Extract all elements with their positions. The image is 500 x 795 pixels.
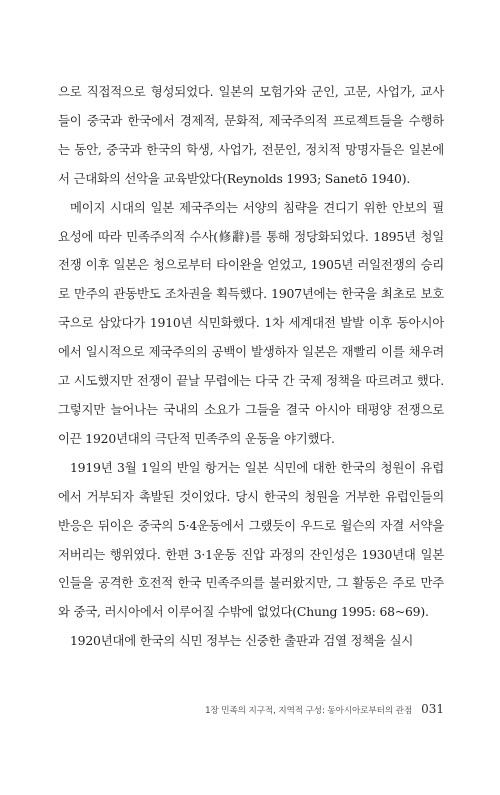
running-head: 1장 민족의 지구적, 지역적 구성: 동아시아로부터의 관점 bbox=[205, 706, 413, 716]
paragraph-2: 메이지 시대의 일본 제국주의는 서양의 침략을 견디기 위한 안보의 필요성에 따라 민족주의적 수사(修辭)를 통해 정당화되었다. 1895년 청일전쟁 이후 일본은 청으로부터 타이완을 얻었고, 1905년 러일전쟁의 승리로 만주의 관동반도 조차권을 획득했다. 1907년에는 한국을 최초로 보호국으로 삼았다가 1910년 식민화했다. 1차 세계대전 발발 이후 동아시아에서 일시적으로 제국주의의 공백이 발생하자 일본은 재빨리 이를 채우려고 시도했지만 전쟁이 끝날 무렵에는 다국 간 국제 정책을 따르려고 했다. 그렇지만 늘어나는 국내의 소요가 그들을 결국 아시아 태평양 전쟁으로 이끈 1920년대의 극단적 민족주의 운동을 야기했다. bbox=[58, 199, 444, 446]
page-number: 031 bbox=[421, 702, 444, 716]
page-body bbox=[58, 78, 444, 656]
paragraph-1: 으로 직접적으로 형성되었다. 일본의 모험가와 군인, 고문, 사업가, 교사들이 중국과 한국에서 경제적, 문화적, 제국주의적 프로젝트들을 수행하는 동안, 중국과 한국의 학생, 사업가, 전문인, 정치적 망명자들은 일본에서 근대화의 선악을 교육받았다(Reynolds 1993; Sanetō 1940). bbox=[58, 84, 444, 186]
paragraph-4: 1920년대에 한국의 식민 정부는 신중한 출판과 검열 정책을 실시 bbox=[70, 633, 414, 649]
page-footer bbox=[170, 702, 444, 716]
paragraph-3: 1919년 3월 1일의 반일 항거는 일본 식민에 대한 한국의 청원이 유럽에서 거부되자 촉발된 것이었다. 당시 한국의 청원을 거부한 유럽인들의 반응은 뒤이은 중국의 5·4운동에서 그랬듯이 우드로 윌슨의 자결 서약을 저버리는 행위였다. 한편 3·1운동 진압 과정의 잔인성은 1930년대 일본인들을 공격한 호전적 한국 민족주의를 불러왔지만, 그 활동은 주로 만주와 중국, 러시아에서 이루어질 수밖에 없었다(Chung 1995: 68~69). bbox=[58, 459, 444, 620]
